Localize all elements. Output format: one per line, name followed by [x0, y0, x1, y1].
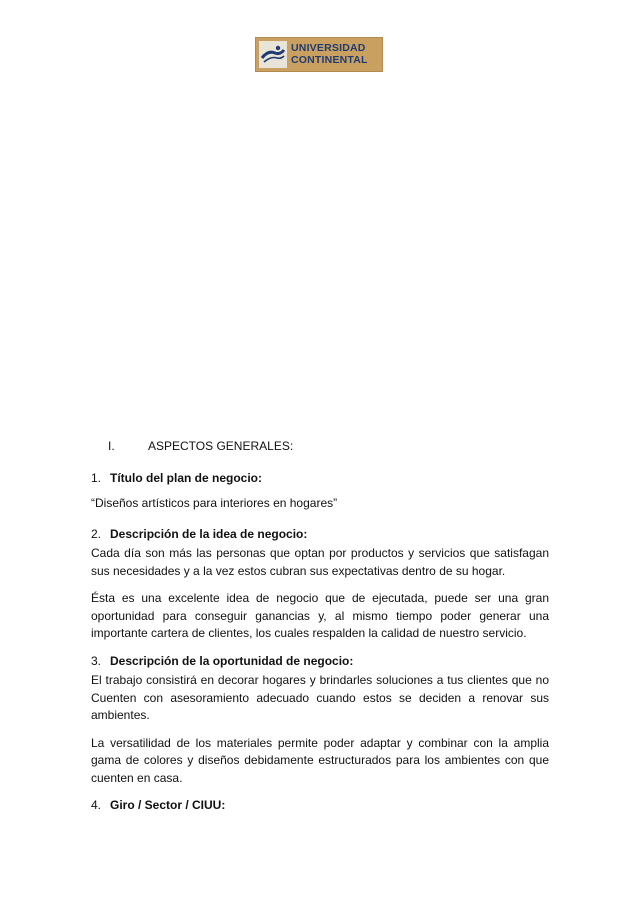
logo-line1: UNIVERSIDAD: [291, 42, 366, 54]
item-1-title: Título del plan de negocio:: [110, 470, 262, 485]
item-4-title: Giro / Sector / CIUU:: [110, 798, 226, 812]
university-logo: [255, 37, 383, 72]
item-2-paragraph-1: Cada día son más las personas que optan por productos y servicios que satisfagan sus necesidades y a la vez estos cubran sus expectativas dentro de su hogar.: [91, 546, 549, 578]
item-1-heading: [91, 470, 549, 488]
item-2-title: Descripción de la idea de negocio:: [110, 526, 308, 541]
item-3-paragraph-2: La versatilidad de los materiales permite poder adaptar y combinar con la amplia gama de colores y diseños debidamente estructurados para los ambientes con que cuenten en casa.: [91, 735, 549, 785]
item-1-number: 1.: [91, 470, 102, 485]
item-2-paragraph-2: Ésta es una excelente idea de negocio que de ejecutada, puede ser una gran oportunidad para conseguir ganancias y, al mismo tiempo poder generar una importante cartera de clientes, los cuales respalden la calidad de nuestro servicio.: [91, 591, 549, 640]
section-number: I.: [108, 439, 115, 453]
logo-line2: CONTINENTAL: [291, 54, 368, 66]
item-2-number: 2.: [91, 526, 102, 541]
section-title: ASPECTOS GENERALES:: [148, 439, 294, 453]
item-3-paragraph-1: El trabajo consistirá en decorar hogares y brindarles soluciones a tus clientes que no Cuenten con asesoramiento adecuado cuando estos se deciden a renovar sus ambientes.: [91, 673, 549, 722]
item-2-heading: [91, 526, 549, 544]
item-4-heading: [91, 797, 549, 815]
university-emblem-icon: [259, 41, 287, 68]
logo-text: [291, 42, 368, 66]
item-4-number: 4.: [91, 798, 102, 812]
item-1-paragraph-1: “Diseños artísticos para interiores en hogares”: [91, 496, 338, 510]
item-3-title: Descripción de la oportunidad de negocio:: [110, 653, 354, 668]
document-body: [91, 438, 549, 815]
section-heading: [108, 438, 549, 456]
item-3-heading: [91, 653, 549, 671]
item-3-number: 3.: [91, 653, 102, 668]
